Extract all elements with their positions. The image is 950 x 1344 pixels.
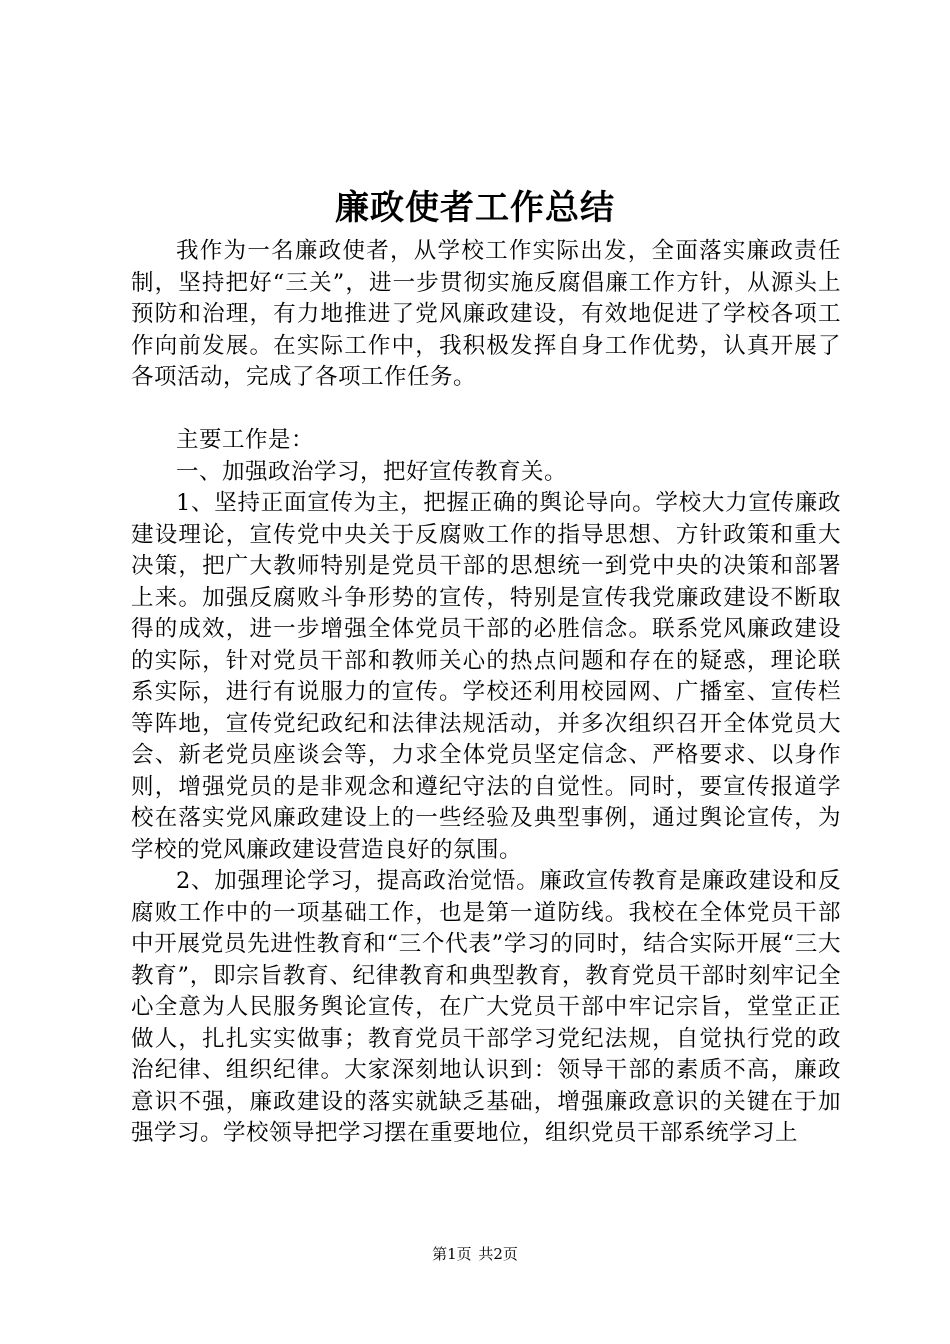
- paragraph-main-work-heading: 主要工作是：: [176, 427, 315, 453]
- document-title: 廉政使者工作总结: [335, 188, 615, 228]
- paragraph-item-2: 2、加强理论学习，提高政治觉悟。廉政宣传教育是廉政建设和反腐败工作中的一项基础工作，也是第一道防线。我校在全体党员干部中开展党员先进性教育和“三个代表”学习的同时，结合实际开展“三大教育”，即宗旨教育、纪律教育和典型教育，教育党员干部时刻牢记全心全意为人民服务舆论宣传，在广大党员干部中牢记宗旨，堂堂正正做人，扎扎实实做事；教育党员干部学习党纪法规，自觉执行党的政治纪律、组织纪律。大家深刻地认识到：领导干部的素质不高，廉政意识不强，廉政建设的落实就缺乏基础，增强廉政意识的关键在于加强学习。学校领导把学习摆在重要地位，组织党员干部系统学习上: [131, 868, 841, 1146]
- paragraph-spacer: [131, 394, 841, 426]
- page-footer: 第1页 共2页: [432, 1245, 518, 1263]
- document-body: [131, 236, 841, 1150]
- paragraph-section-heading: 一、加强政治学习，把好宣传教育关。: [176, 458, 568, 485]
- paragraph-item-1: 1、坚持正面宣传为主，把握正确的舆论导向。学校大力宣传廉政建设理论，宣传党中央关于反腐败工作的指导思想、方针政策和重大决策，把广大教师特别是党员干部的思想统一到党中央的决策和部署上来。加强反腐败斗争形势的宣传，特别是宣传我党廉政建设不断取得的成效，进一步增强全体党员干部的必胜信念。联系党风廉政建设的实际，针对党员干部和教师关心的热点问题和存在的疑惑，理论联系实际，进行有说服力的宣传。学校还利用校园网、广播室、宣传栏等阵地，宣传党纪政纪和法律法规活动，并多次组织召开全体党员大会、新老党员座谈会等，力求全体党员坚定信念、严格要求、以身作则，增强党员的是非观念和遵纪守法的自觉性。同时，要宣传报道学校在落实党风廉政建设上的一些经验及典型事例，通过舆论宣传，为学校的党风廉政建设营造良好的氛围。: [131, 490, 841, 863]
- paragraph-intro: 我作为一名廉政使者，从学校工作实际出发，全面落实廉政责任制，坚持把好“三关”，进一步贯彻实施反腐倡廉工作方针，从源头上预防和治理，有力地推进了党风廉政建设，有效地促进了学校各项工作向前发展。在实际工作中，我积极发挥自身工作优势，认真开展了各项活动，完成了各项工作任务。: [131, 238, 841, 390]
